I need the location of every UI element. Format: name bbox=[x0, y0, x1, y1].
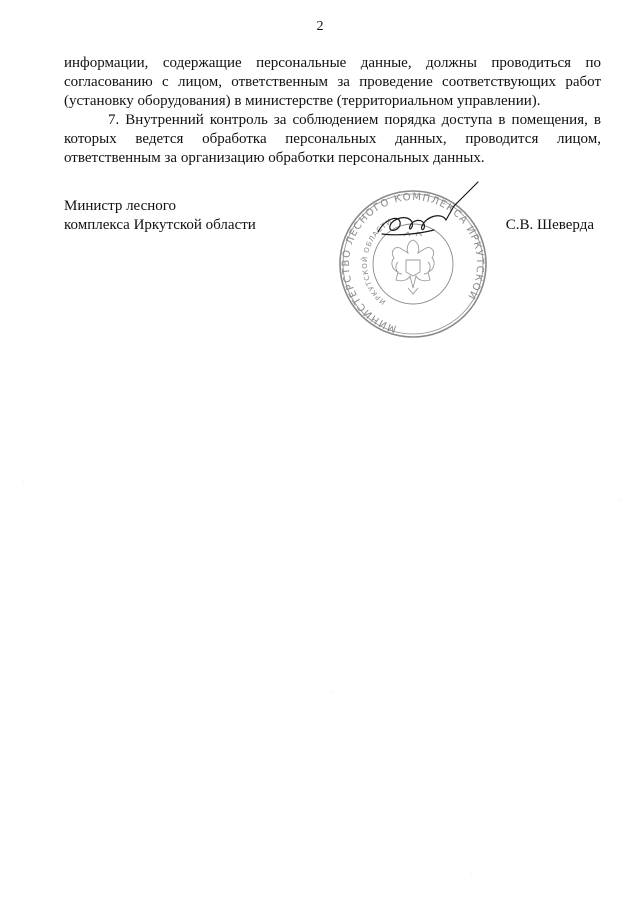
paragraph-continued: информации, содержащие персональные данные, должны проводиться по согласованию с лицом, ответственным за проведение соответствующих работ (установку оборудования) в министерстве (территориальном управлении). bbox=[64, 55, 601, 109]
scan-speck: · bbox=[470, 872, 472, 878]
scan-speck: · bbox=[22, 480, 24, 486]
seal-inner-lettering: ИРКУТСКОЙ ОБЛАСТИ bbox=[360, 217, 394, 306]
eagle-emblem-icon bbox=[392, 232, 434, 294]
scan-speck: · bbox=[620, 498, 622, 504]
document-body bbox=[64, 54, 601, 168]
position-line-1: Министр лесного bbox=[64, 198, 177, 214]
signatory-position bbox=[64, 197, 256, 235]
position-line-2: комплекса Иркутской области bbox=[64, 217, 256, 233]
signer-name: С.В. Шеверда bbox=[505, 217, 594, 233]
page-number: 2 bbox=[316, 19, 324, 34]
paragraph-7: 7. Внутренний контроль за соблюдением порядка доступа в помещения, в которых ведется обработка персональных данных, проводится лицом, ответственным за организацию обработки персональных данных. bbox=[64, 112, 601, 166]
official-seal-stamp bbox=[338, 176, 488, 346]
seal-outer-lettering: МИНИСТЕРСТВО ЛЕСНОГО КОМПЛЕКСА ИРКУТСКОЙ bbox=[340, 191, 486, 334]
scan-speck: · bbox=[330, 690, 332, 696]
